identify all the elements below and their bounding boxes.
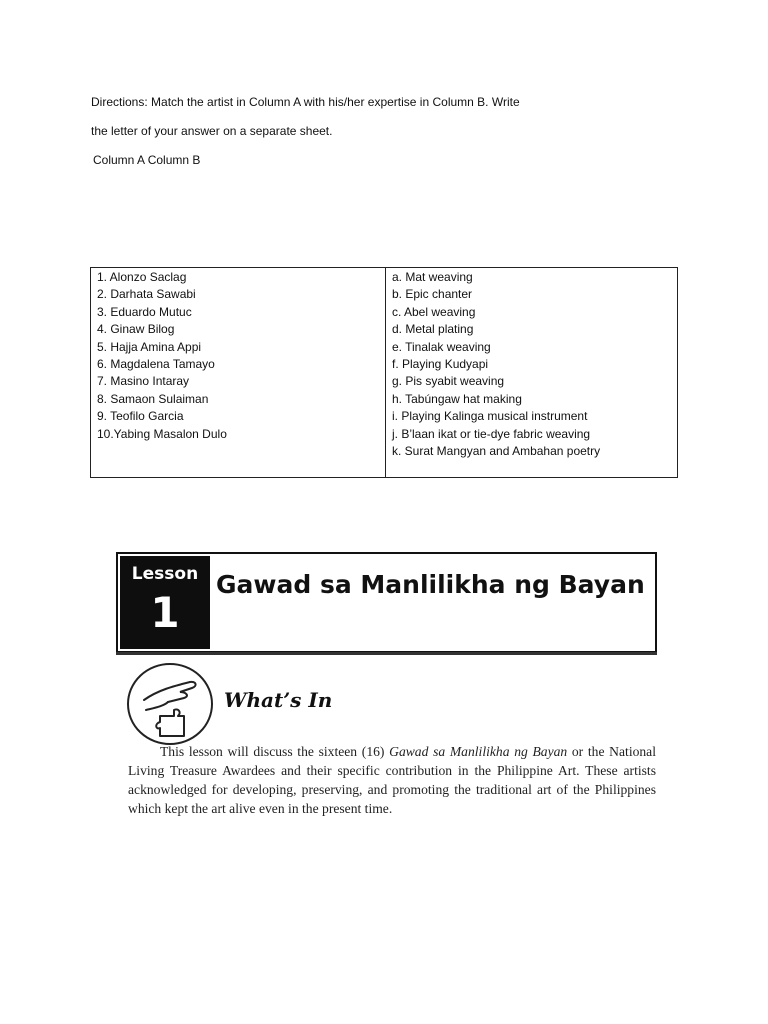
column-b-item: f. Playing Kudyapi bbox=[392, 357, 489, 372]
hand-puzzle-icon bbox=[124, 660, 222, 748]
column-b-item: j. B’laan ikat or tie-dye fabric weaving bbox=[392, 426, 591, 441]
lesson-title: Gawad sa Manlilikha ng Bayan bbox=[216, 570, 645, 599]
column-a bbox=[91, 268, 386, 477]
intro-text-end: or the National Living Treasure Awardees and their specific contribution in the Philippine Art. These artists acknowledged for developing, preserving, and promoting the traditional art of the Philippines which kept the art alive even in the present time. bbox=[128, 744, 656, 816]
column-a-item: 5. Hajja Amina Appi bbox=[97, 339, 202, 354]
column-a-item: 9. Teofilo Garcia bbox=[97, 409, 184, 424]
lesson-number: 1 bbox=[150, 588, 180, 637]
matching-table bbox=[90, 267, 678, 478]
column-b bbox=[386, 268, 677, 477]
directions-line-1: Directions: Match the artist in Column A with his/her expertise in Column B. Write bbox=[91, 95, 520, 109]
columns-label: Column A Column B bbox=[93, 153, 201, 167]
column-a-list bbox=[91, 268, 385, 443]
column-a-item: 10.Yabing Masalon Dulo bbox=[97, 426, 227, 441]
banner-divider bbox=[116, 652, 657, 655]
column-b-item: h. Tabúngaw hat making bbox=[392, 391, 522, 406]
column-a-item: 4. Ginaw Bilog bbox=[97, 322, 175, 337]
intro-paragraph bbox=[128, 742, 656, 818]
lesson-label: Lesson bbox=[131, 564, 199, 584]
intro-text-italic: Gawad sa Manlilikha ng Bayan bbox=[389, 744, 568, 759]
column-b-item: e. Tinalak weaving bbox=[392, 339, 491, 354]
column-b-item: k. Surat Mangyan and Ambahan poetry bbox=[392, 444, 601, 459]
column-a-item: 7. Masino Intaray bbox=[97, 374, 190, 389]
directions-line-2: the letter of your answer on a separate sheet. bbox=[91, 124, 333, 138]
column-b-list bbox=[386, 268, 677, 460]
column-a-item: 1. Alonzo Saclag bbox=[97, 270, 187, 284]
column-a-item: 2. Darhata Sawabi bbox=[97, 287, 196, 302]
column-a-item: 8. Samaon Sulaiman bbox=[97, 391, 209, 406]
column-b-item: c. Abel weaving bbox=[392, 304, 476, 319]
intro-text-start: This lesson will discuss the sixteen (16) bbox=[160, 744, 390, 759]
column-b-item: i. Playing Kalinga musical instrument bbox=[392, 409, 588, 424]
column-a-item: 6. Magdalena Tamayo bbox=[97, 357, 215, 372]
column-a-item: 3. Eduardo Mutuc bbox=[97, 304, 192, 319]
column-b-item: g. Pis syabit weaving bbox=[392, 374, 505, 389]
column-b-item: b. Epic chanter bbox=[392, 287, 473, 302]
whats-in-title: What’s In bbox=[224, 688, 333, 712]
column-b-item: a. Mat weaving bbox=[392, 270, 473, 284]
lesson-badge bbox=[120, 556, 210, 649]
lesson-banner bbox=[116, 552, 657, 653]
column-b-item: d. Metal plating bbox=[392, 322, 474, 337]
